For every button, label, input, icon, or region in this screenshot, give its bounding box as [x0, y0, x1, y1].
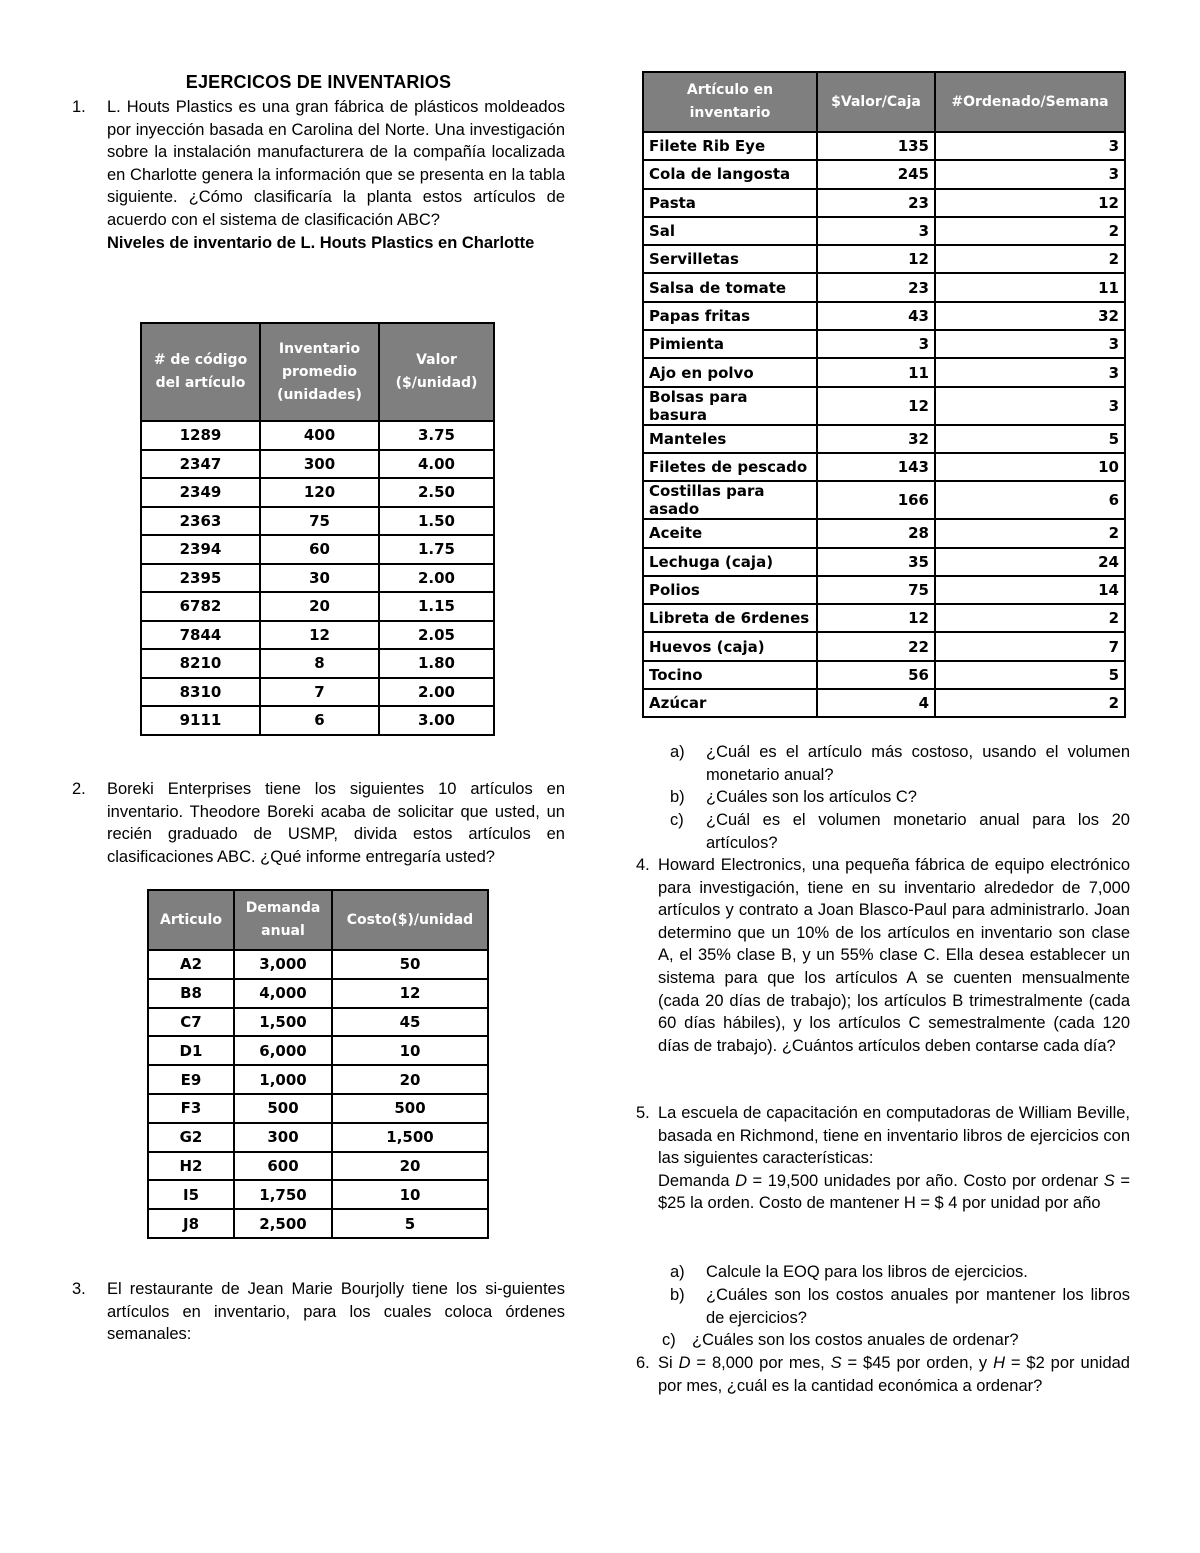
cell: 8210: [141, 649, 260, 678]
cell: 2394: [141, 535, 260, 564]
column-header: Artículo en inventario: [643, 72, 817, 132]
question-text: ¿Cuál es el artículo más costoso, usando el volumen monetario anual?: [706, 743, 1130, 784]
cell: 12: [260, 621, 379, 650]
table-row: [643, 189, 1125, 217]
cell: 2.00: [379, 564, 494, 593]
cell: 5: [935, 425, 1125, 453]
cell: Lechuga (caja): [643, 548, 817, 576]
cell: 3: [935, 387, 1125, 425]
question-label: c): [670, 811, 684, 829]
cell: Salsa de tomate: [643, 273, 817, 301]
question-text: ¿Cuál es el volumen monetario anual para los 20 artículos?: [706, 811, 1130, 852]
table-row: [148, 1065, 488, 1094]
cell: 143: [817, 453, 935, 481]
cell: 43: [817, 302, 935, 330]
data-text: = $25 la orden. Costo de mantener H = $ 4 por unidad por año: [658, 1171, 1130, 1213]
problem-1: [72, 96, 565, 254]
variable-h: H: [993, 1354, 1005, 1372]
problem-number: 1.: [72, 98, 86, 116]
cell: 7: [935, 632, 1125, 660]
table-row: [643, 273, 1125, 301]
cell: 6: [935, 481, 1125, 519]
cell: Papas fritas: [643, 302, 817, 330]
problem-number: 4.: [636, 856, 650, 874]
question-3b: [670, 786, 1130, 809]
cell: 6: [260, 706, 379, 735]
cell: 1,000: [234, 1065, 332, 1094]
cell: Cola de langosta: [643, 160, 817, 188]
text: = $45 por orden, y: [841, 1354, 994, 1372]
problem-number: 6.: [636, 1354, 650, 1372]
question-label: b): [670, 1286, 685, 1304]
cell: 12: [817, 387, 935, 425]
table-row: [643, 548, 1125, 576]
cell: 3: [817, 217, 935, 245]
cell: J8: [148, 1209, 234, 1238]
cell: I5: [148, 1180, 234, 1209]
table-row: [141, 421, 494, 450]
table-row: [643, 661, 1125, 689]
cell: 3.75: [379, 421, 494, 450]
cell: 2363: [141, 507, 260, 536]
cell: 300: [234, 1123, 332, 1152]
problem-2: [72, 778, 565, 868]
problem-text: La escuela de capacitación en computadoras de William Beville, basada en Richmond, tiene en inventario libros de ejercicios con las siguientes características:: [658, 1104, 1130, 1168]
cell: 3: [935, 330, 1125, 358]
cell: C7: [148, 1008, 234, 1037]
variable-s: S: [830, 1354, 842, 1372]
column-header: # de código del artículo: [141, 323, 260, 421]
cell: 2347: [141, 450, 260, 479]
cell: 7844: [141, 621, 260, 650]
table-row: [643, 387, 1125, 425]
problem-number: 5.: [636, 1104, 650, 1122]
column-header: Inventario promedio (unidades): [260, 323, 379, 421]
cell: 28: [817, 519, 935, 547]
cell: 32: [935, 302, 1125, 330]
cell: Huevos (caja): [643, 632, 817, 660]
cell: A2: [148, 950, 234, 979]
question-label: a): [670, 1263, 685, 1281]
question-5c: [662, 1329, 1130, 1352]
cell: 75: [817, 576, 935, 604]
cell: 120: [260, 478, 379, 507]
cell: 12: [332, 979, 488, 1008]
cell: Aceite: [643, 519, 817, 547]
cell: 2.05: [379, 621, 494, 650]
table-row: [643, 481, 1125, 519]
cell: 166: [817, 481, 935, 519]
text: = 8,000 por mes,: [690, 1354, 831, 1372]
cell: H2: [148, 1152, 234, 1181]
cell: 32: [817, 425, 935, 453]
cell: Pasta: [643, 189, 817, 217]
table-row: [148, 1008, 488, 1037]
column-header: $Valor/Caja: [817, 72, 935, 132]
cell: 1,750: [234, 1180, 332, 1209]
table-row: [643, 302, 1125, 330]
table-header-row: [141, 323, 494, 421]
cell: 1.75: [379, 535, 494, 564]
cell: 23: [817, 189, 935, 217]
cell: 11: [817, 358, 935, 386]
problem-text: [658, 1352, 1130, 1397]
cell: 5: [935, 661, 1125, 689]
cell: 35: [817, 548, 935, 576]
question-3a: [670, 741, 1130, 786]
cell: 20: [260, 592, 379, 621]
problem-text: El restaurante de Jean Marie Bourjolly tiene los si-guientes artículos en inventario, para los cuales coloca órdenes semanales:: [107, 1280, 565, 1344]
cell: 4,000: [234, 979, 332, 1008]
table-header-row: [643, 72, 1125, 132]
table-row: [141, 678, 494, 707]
question-3c: [670, 809, 1130, 854]
table-row: [643, 160, 1125, 188]
cell: 24: [935, 548, 1125, 576]
cell: 2: [935, 604, 1125, 632]
cell: 8: [260, 649, 379, 678]
cell: 4.00: [379, 450, 494, 479]
cell: 10: [935, 453, 1125, 481]
cell: 2: [935, 519, 1125, 547]
table-row: [643, 689, 1125, 717]
cell: 3.00: [379, 706, 494, 735]
table-row: [141, 649, 494, 678]
cell: Pimienta: [643, 330, 817, 358]
cell: 10: [332, 1180, 488, 1209]
table-row: [643, 217, 1125, 245]
cell: B8: [148, 979, 234, 1008]
table-row: [643, 519, 1125, 547]
problem-text: Howard Electronics, una pequeña fábrica de equipo electrónico para investigación, tiene en su inventario alrededor de 7,000 artículos y contrato a Joan Blasco-Paul para administrarlo. Joan determino que un 10% de los artículos en inventario son clase A, el 35% clase B, y un 55% clase C. Ella desea establecer un sistema para que los artículos A se cuenten mensualmente (cada 20 días de trabajo); los artículos B trimestralmente (cada 60 días hábiles), y los artículos C semestralmente (cada 120 días de trabajo). ¿Cuántos artículos deben contarse cada día?: [658, 856, 1130, 1055]
cell: Polios: [643, 576, 817, 604]
table-row: [643, 576, 1125, 604]
cell: 3: [935, 132, 1125, 160]
cell: 3: [935, 160, 1125, 188]
cell: 30: [260, 564, 379, 593]
cell: 12: [817, 604, 935, 632]
cell: 1,500: [332, 1123, 488, 1152]
column-header: Costo($)/unidad: [332, 890, 488, 950]
table-row: [141, 507, 494, 536]
cell: 2: [935, 245, 1125, 273]
table-row: [148, 1094, 488, 1123]
cell: 6782: [141, 592, 260, 621]
cell: 23: [817, 273, 935, 301]
table-row: [643, 453, 1125, 481]
cell: 4: [817, 689, 935, 717]
cell: 22: [817, 632, 935, 660]
column-header: Articulo: [148, 890, 234, 950]
cell: 9111: [141, 706, 260, 735]
question-text: ¿Cuáles son los costos anuales de ordenar?: [692, 1331, 1019, 1349]
cell: 3,000: [234, 950, 332, 979]
column-header: Valor ($/unidad): [379, 323, 494, 421]
cell: 3: [935, 358, 1125, 386]
problem-text: Boreki Enterprises tiene los siguientes 10 artículos en inventario. Theodore Boreki acaba de solicitar que usted, un recién graduado de USMP, divida estos artículos en clasificaciones ABC. ¿Qué informe entregaría usted?: [107, 780, 565, 866]
table-row: [643, 604, 1125, 632]
question-label: c): [662, 1331, 676, 1349]
table-row: [148, 1036, 488, 1065]
cell: 1.50: [379, 507, 494, 536]
cell: 300: [260, 450, 379, 479]
cell: 500: [332, 1094, 488, 1123]
cell: 2395: [141, 564, 260, 593]
table-row: [148, 979, 488, 1008]
problem-number: 2.: [72, 780, 86, 798]
cell: 400: [260, 421, 379, 450]
table-row: [148, 1152, 488, 1181]
cell: Sal: [643, 217, 817, 245]
table-row: [141, 535, 494, 564]
cell: 12: [817, 245, 935, 273]
cell: 14: [935, 576, 1125, 604]
table-row: [643, 132, 1125, 160]
cell: 2: [935, 689, 1125, 717]
cell: 8310: [141, 678, 260, 707]
table-row: [141, 621, 494, 650]
table-row: [643, 632, 1125, 660]
cell: 245: [817, 160, 935, 188]
problem-text: L. Houts Plastics es una gran fábrica de plásticos moldeados por inyección basada en Carolina del Norte. Una investigación sobre la instalación manufacturera de la compañía localizada en Charlotte genera la información que se presenta en la tabla siguiente. ¿Cómo clasificaría la planta estos artículos de acuerdo con el sistema de clasificación ABC?: [107, 98, 565, 229]
text: = $2 por unidad por mes, ¿cuál es la cantidad económica a ordenar?: [658, 1354, 1130, 1395]
question-5a: [670, 1261, 1130, 1284]
cell: 2: [935, 217, 1125, 245]
table-title: Niveles de inventario de L. Houts Plastics en Charlotte: [107, 233, 535, 252]
cell: E9: [148, 1065, 234, 1094]
table-row: [148, 1180, 488, 1209]
cell: F3: [148, 1094, 234, 1123]
question-text: ¿Cuáles son los costos anuales por mantener los libros de ejercicios?: [706, 1286, 1130, 1327]
problem-data: [658, 1170, 1130, 1215]
cell: Tocino: [643, 661, 817, 689]
cell: 7: [260, 678, 379, 707]
table-row: [643, 330, 1125, 358]
cell: Filetes de pescado: [643, 453, 817, 481]
table-row: [148, 950, 488, 979]
cell: 6,000: [234, 1036, 332, 1065]
boreki-items-table: [147, 889, 489, 1239]
variable-d: D: [678, 1354, 691, 1372]
table-row: [643, 358, 1125, 386]
cell: Azúcar: [643, 689, 817, 717]
restaurant-items-table: [642, 71, 1126, 718]
cell: D1: [148, 1036, 234, 1065]
cell: 45: [332, 1008, 488, 1037]
table-row: [643, 425, 1125, 453]
question-label: a): [670, 743, 685, 761]
column-header: #Ordenado/Semana: [935, 72, 1125, 132]
text: Si: [658, 1354, 679, 1372]
inventory-levels-table: [140, 322, 495, 736]
table-row: [141, 450, 494, 479]
question-5b: [670, 1284, 1130, 1329]
cell: 75: [260, 507, 379, 536]
cell: 5: [332, 1209, 488, 1238]
page-title: EJERCICOS DE INVENTARIOS: [185, 72, 452, 92]
cell: 500: [234, 1094, 332, 1123]
cell: 2.50: [379, 478, 494, 507]
question-label: b): [670, 788, 685, 806]
cell: Servilletas: [643, 245, 817, 273]
cell: Manteles: [643, 425, 817, 453]
cell: 1.15: [379, 592, 494, 621]
variable-s: S: [1103, 1171, 1115, 1190]
table-row: [141, 706, 494, 735]
table-row: [141, 564, 494, 593]
question-text: ¿Cuáles son los artículos C?: [706, 788, 917, 806]
cell: 12: [935, 189, 1125, 217]
cell: 11: [935, 273, 1125, 301]
cell: 2.00: [379, 678, 494, 707]
data-text: Demanda: [658, 1171, 736, 1190]
cell: 50: [332, 950, 488, 979]
column-header: Demanda anual: [234, 890, 332, 950]
cell: Libreta de 6rdenes: [643, 604, 817, 632]
table-row: [148, 1209, 488, 1238]
cell: Costillas para asado: [643, 481, 817, 519]
cell: 20: [332, 1065, 488, 1094]
cell: Filete Rib Eye: [643, 132, 817, 160]
cell: 20: [332, 1152, 488, 1181]
problem-number: 3.: [72, 1280, 86, 1298]
cell: 56: [817, 661, 935, 689]
cell: 600: [234, 1152, 332, 1181]
cell: G2: [148, 1123, 234, 1152]
cell: Bolsas para basura: [643, 387, 817, 425]
cell: 1289: [141, 421, 260, 450]
cell: 2,500: [234, 1209, 332, 1238]
table-row: [141, 592, 494, 621]
problem-5: [636, 1102, 1130, 1215]
table-header-row: [148, 890, 488, 950]
table-row: [643, 245, 1125, 273]
question-text: Calcule la EOQ para los libros de ejercicios.: [706, 1263, 1028, 1281]
cell: 135: [817, 132, 935, 160]
table-row: [141, 478, 494, 507]
cell: Ajo en polvo: [643, 358, 817, 386]
data-text: = 19,500 unidades por año. Costo por ordenar: [747, 1171, 1104, 1190]
cell: 10: [332, 1036, 488, 1065]
variable-d: D: [735, 1171, 748, 1190]
cell: 3: [817, 330, 935, 358]
problem-6: [636, 1352, 1130, 1397]
table-row: [148, 1123, 488, 1152]
cell: 60: [260, 535, 379, 564]
problem-4: [636, 854, 1130, 1057]
problem-3: [72, 1278, 565, 1346]
cell: 1,500: [234, 1008, 332, 1037]
cell: 1.80: [379, 649, 494, 678]
cell: 2349: [141, 478, 260, 507]
